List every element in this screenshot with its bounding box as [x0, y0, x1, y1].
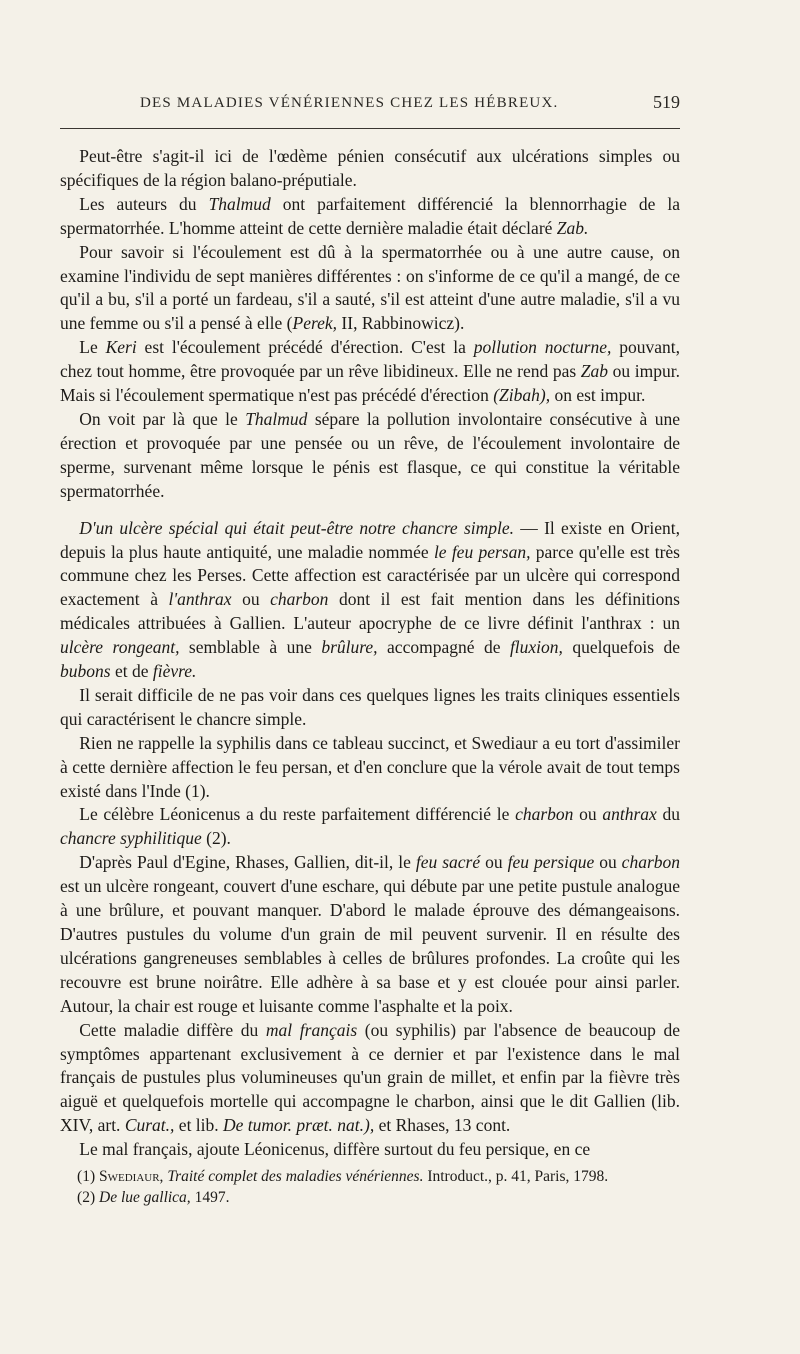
italic-text: Traité complet des maladies vénériennes.: [167, 1168, 424, 1185]
text-run: On voit par là que le: [79, 408, 246, 429]
italic-text: charbon: [621, 852, 680, 873]
text-run: Il serait difficile de ne pas voir dans ces quelques lignes les traits cliniques essentiels qui caractérisent le chancre simple.: [60, 684, 680, 729]
text-run: quelquefois de: [562, 637, 681, 658]
text-run: Swediaur,: [99, 1168, 164, 1185]
text-run: ou: [480, 852, 508, 873]
paragraph: [60, 408, 680, 504]
text-run: 1497.: [190, 1189, 230, 1206]
text-run: ou: [573, 804, 603, 825]
text-run: D'après Paul d'Egine, Rhases, Gallien, dit-il, le: [79, 852, 416, 873]
text-run: on est impur.: [550, 385, 646, 406]
text-run: semblable à une: [179, 637, 322, 658]
italic-text: feu sacré: [415, 852, 481, 873]
text-run: — Il existe en Orient, depuis la plus haute antiquité, une maladie nommée: [60, 517, 680, 562]
paragraph: [60, 732, 680, 804]
text-run: du: [656, 804, 681, 825]
italic-text: fluxion,: [509, 637, 563, 658]
italic-text: bubons: [60, 661, 111, 682]
italic-text: feu persique: [507, 852, 595, 873]
running-head: [60, 92, 680, 116]
paragraph: [60, 803, 680, 851]
page-number: 519: [653, 92, 680, 112]
text-run: ont parfaitement différencié la blennorrhagie de la spermatorrhée. L'homme atteint de cette dernière maladie était déclaré: [60, 193, 680, 238]
text-run: (1): [77, 1168, 99, 1185]
text-run: II, Rabbinowicz).: [337, 313, 465, 334]
text-run: sépare la pollution involontaire consécutive à une érection et provoquée par une pensée ou un rêve, de l'écoulement involontaire de sperme, survenant même lorsque le pénis est flasque, ce qui constitue la véritable spermatorrhée.: [60, 408, 680, 501]
text-run: ou: [594, 852, 622, 873]
italic-text: Zab.: [556, 217, 589, 238]
text-run: Le: [79, 337, 106, 358]
italic-text: ulcère rongeant,: [60, 637, 180, 658]
footnote: [60, 1187, 680, 1208]
paragraph: [60, 336, 680, 408]
italic-text: le feu persan,: [433, 541, 531, 562]
footnotes: [60, 1166, 680, 1208]
text-run: ou: [231, 589, 271, 610]
italic-text: chancre syphilitique: [60, 828, 202, 849]
italic-text: mal français: [265, 1019, 358, 1040]
italic-text: D'un ulcère spécial qui était peut-être notre chancre simple.: [79, 517, 515, 538]
text-run: accompagné de: [377, 637, 510, 658]
text-run: Cette maladie diffère du: [79, 1019, 266, 1040]
italic-text: Zab: [580, 361, 609, 382]
paragraph: [60, 193, 680, 241]
text-run: est l'écoulement précédé d'érection. C'est la: [136, 337, 474, 358]
text-run: et lib.: [174, 1115, 224, 1136]
paragraph: [60, 1019, 680, 1139]
italic-text: charbon: [270, 589, 329, 610]
italic-text: Keri: [105, 337, 137, 358]
text-run: dont il est fait mention dans les définitions médicales attribuées à Gallien. L'auteur apocryphe de ce livre définit l'anthrax : un: [60, 589, 680, 634]
paragraph: [60, 145, 680, 193]
running-title: DES MALADIES VÉNÉRIENNES CHEZ LES HÉBREUX.: [140, 95, 559, 111]
paragraph: [60, 241, 680, 337]
italic-text: brûlure,: [321, 637, 378, 658]
italic-text: De tumor. præt. nat.),: [223, 1115, 375, 1136]
text-run: Le mal français, ajoute Léonicenus, diffère surtout du feu persique, en ce: [79, 1139, 591, 1160]
text-run: (2).: [201, 828, 231, 849]
body-text: [60, 145, 680, 1162]
text-run: et de: [110, 661, 153, 682]
text-run: (2): [77, 1189, 99, 1206]
text-run: Les auteurs du: [79, 193, 209, 214]
paragraph: [60, 517, 680, 684]
text-run: parce qu'elle est très commune chez les Perses. Cette affection est caractérisée par un ulcère qui correspond exactement à: [60, 541, 680, 610]
text-run: Peut-être s'agit-il ici de l'œdème pénien consécutif aux ulcérations simples ou spécifiques de la région balano-préputiale.: [60, 146, 680, 190]
italic-text: (Zibah),: [493, 385, 551, 406]
text-run: et Rhases, 13 cont.: [374, 1115, 511, 1136]
text-run: Pour savoir si l'écoulement est dû à la spermatorrhée ou à une autre cause, on examine l'individu de sept manières différentes : on s'informe de ce qu'il a mangé, de ce qu'il a bu, s'il a porté un fardeau, s'il a sauté, s'il est atteint d'une autre maladie, s'il a vu une femme ou s'il a pensé à elle (: [60, 241, 680, 334]
text-run: Le célèbre Léonicenus a du reste parfaitement différencié le: [79, 804, 516, 825]
header-rule: [60, 128, 680, 129]
italic-text: pollution nocturne,: [473, 337, 612, 358]
italic-text: anthrax: [602, 804, 657, 825]
footnote: [60, 1166, 680, 1187]
text-run: ou impur. Mais si l'écoulement spermatique n'est pas précédé d'érection: [60, 361, 680, 406]
italic-text: Perek,: [292, 313, 338, 334]
italic-text: l'anthrax: [168, 589, 232, 610]
italic-text: charbon: [515, 804, 574, 825]
italic-text: De lue gallica,: [99, 1189, 191, 1206]
text-run: (ou syphilis) par l'absence de beaucoup de symptômes appartenant exclusivement à ce dernier et par l'existence dans le mal français de pustules plus volumineuses qu'un grain de millet, et enfin par la fièvre très aiguë et quelquefois mortelle qui accompagne le charbon, ainsi que le dit Gallien (lib. XIV, art.: [60, 1019, 680, 1136]
italic-text: Thalmud: [245, 408, 308, 429]
italic-text: Thalmud: [208, 193, 271, 214]
text-run: est un ulcère rongeant, couvert d'une eschare, qui débute par une petite pustule analogue à une brûlure, et pouvant manquer. D'abord le malade éprouve des démangeaisons. D'autres pustules du volume d'un grain de mil peuvent survenir. Il en résulte des ulcérations gangreneuses semblables à celles de brûlures profondes. La croûte qui les recouvre est brune noirâtre. Elle adhère à sa base et y est clouée pour ainsi parler. Autour, la chair est rouge et luisante comme l'asphalte et la poix.: [60, 876, 680, 1016]
text-run: pouvant, chez tout homme, être provoquée par un rêve libidineux. Elle ne rend pas: [60, 337, 680, 382]
text-run: Introduct., p. 41, Paris, 1798.: [423, 1168, 609, 1185]
paragraph: [60, 684, 680, 732]
paragraph: [60, 1138, 680, 1162]
text-run: Rien ne rappelle la syphilis dans ce tableau succinct, et Swediaur a eu tort d'assimiler à cette dernière affection le feu persan, et d'en conclure que la vérole avait de tout temps existé dans l'Inde (1).: [60, 732, 680, 801]
italic-text: Curat.,: [124, 1115, 175, 1136]
italic-text: fièvre.: [152, 661, 197, 682]
paragraph: [60, 851, 680, 1018]
